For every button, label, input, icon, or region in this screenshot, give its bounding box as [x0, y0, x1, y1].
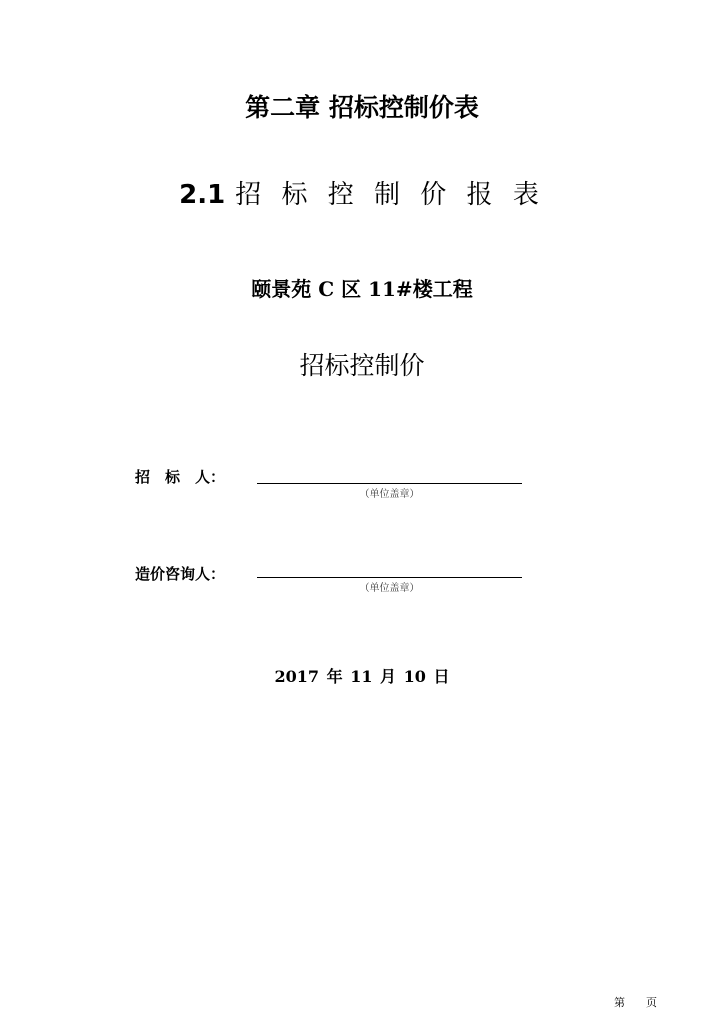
page-footer: 第 页 — [614, 996, 657, 1009]
tenderer-label: 招 标 人： — [135, 468, 226, 486]
document-date: 2017 年 11 月 10 日 — [274, 667, 450, 686]
section-title: 招 标 控 制 价 报 表 — [235, 180, 545, 210]
tenderer-seal-note: （单位盖章） — [359, 489, 420, 500]
consultant-signature-line — [257, 577, 522, 578]
tenderer-signature-line — [257, 483, 522, 484]
consultant-seal-note: （单位盖章） — [359, 583, 420, 594]
document-type-title: 招标控制价 — [299, 351, 425, 380]
chapter-title: 第二章 招标控制价表 — [245, 93, 479, 122]
project-name: 颐景苑 C 区 11#楼工程 — [251, 277, 473, 301]
section-number: 2.1 — [179, 180, 226, 210]
section-title-row — [0, 174, 724, 211]
consultant-label: 造价咨询人： — [135, 565, 226, 583]
